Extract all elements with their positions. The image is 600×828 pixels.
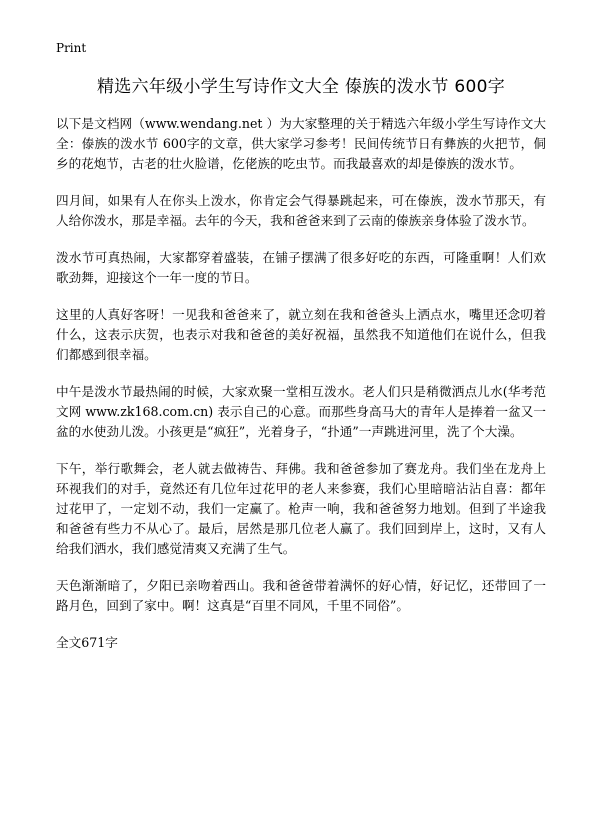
paragraph-april: 四月间，如果有人在你头上泼水，你肯定会气得暴跳起来，可在傣族，泼水节那天，有人给你泼水，那是幸福。去年的今天，我和爸爸来到了云南的傣族亲身体验了泼水节。 [56, 193, 546, 228]
paragraph-noon: 中午是泼水节最热闹的时候，大家欢聚一堂相互泼水。老人们只是稍微洒点儿水(华考范文网 www.zk168.com.cn) 表示自己的心意。而那些身高马大的青年人是捧着一盆又一盆的水使劲儿泼。小孩更是“疯狂”，光着身子，“扑通”一声跳进河里，洗了个大澡。 [56, 384, 546, 439]
document-page [56, 40, 546, 653]
paragraph-intro: 以下是文档网（www.wendang.net ）为大家整理的关于精选六年级小学生写诗作文大全：傣族的泼水节 600字的文章，供大家学习参考！民间传统节日有彝族的火把节，侗乡的花炮节，古老的壮火脸谱，仡佬族的吃虫节。而我最喜欢的却是傣族的泼水节。 [56, 116, 546, 171]
paragraph-hospitality: 这里的人真好客呀！一见我和爸爸来了，就立刻在我和爸爸头上洒点水，嘴里还念叨着什么，这表示庆贺，也表示对我和爸爸的美好祝福，虽然我不知道他们在说什么，但我们都感到很幸福。 [56, 307, 546, 362]
print-link[interactable]: Print [56, 41, 87, 55]
paragraph-festival: 泼水节可真热闹，大家都穿着盛装，在铺子摆满了很多好吃的东西，可隆重啊！人们欢歌劲舞，迎接这个一年一度的节日。 [56, 250, 546, 285]
word-count: 全文671字 [56, 635, 118, 650]
paragraph-evening: 天色渐渐暗了，夕阳已亲吻着西山。我和爸爸带着满怀的好心情，好记忆，还带回了一路月色，回到了家中。啊！这真是“百里不同风，千里不同俗”。 [56, 578, 546, 613]
paragraph-afternoon: 下午，举行歌舞会，老人就去做祷告、拜佛。我和爸爸参加了赛龙舟。我们坐在龙舟上环视我们的对手，竟然还有几位年过花甲的老人来参赛，我们心里暗暗沾沾自喜：都年过花甲了，一定划不动，我们一定赢了。枪声一响，我和爸爸努力地划。但到了半途我和爸爸有些力不从心了。最后，居然是那几位老人赢了。我们回到岸上，这时，又有人给我们洒水，我们感觉清爽又充满了生气。 [56, 461, 546, 556]
document-title: 精选六年级小学生写诗作文大全 傣族的泼水节 600字 [96, 77, 506, 97]
